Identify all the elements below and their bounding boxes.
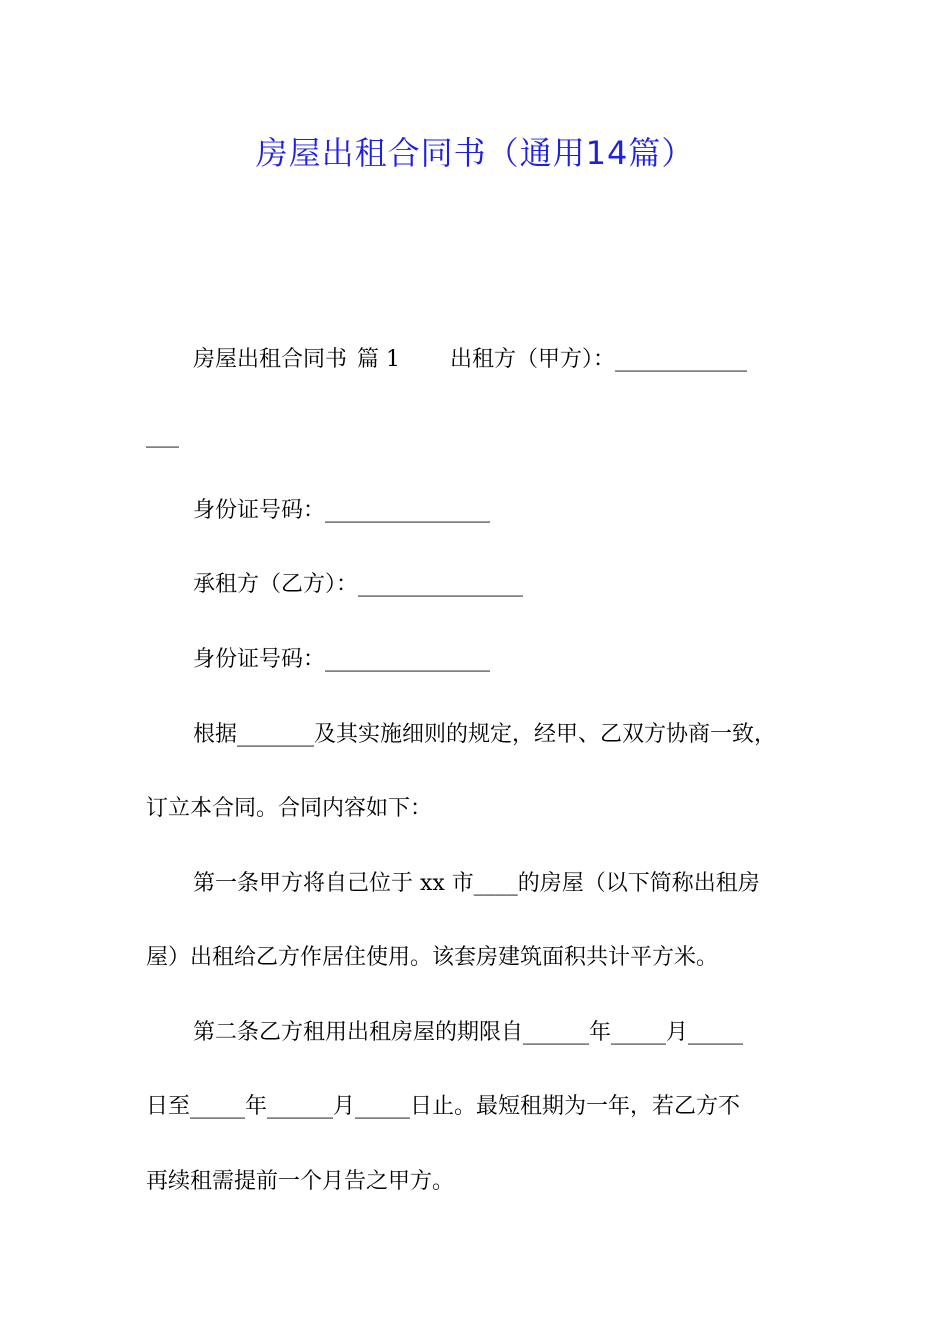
paragraph-line-11: 日至_____年______月_____日止。最短租期为一年，若乙方不 bbox=[146, 1094, 741, 1119]
paragraph-line-7: 订立本合同。合同内容如下： bbox=[146, 796, 433, 821]
document-title: 房屋出租合同书（通用14篇） bbox=[255, 134, 695, 172]
paragraph-line-10: 第二条乙方租用出租房屋的期限自______年_____月_____ bbox=[193, 1020, 744, 1045]
paragraph-line-6: 根据_______及其实施细则的规定，经甲、乙双方协商一致， bbox=[193, 722, 777, 747]
paragraph-line-1 bbox=[193, 345, 747, 375]
lessee-field: 承租方（乙方）：_______________ bbox=[193, 572, 524, 597]
paragraph-line-2: ___ bbox=[146, 423, 179, 448]
contract-number: 篇 1 bbox=[357, 347, 401, 372]
paragraph-line-9: 屋）出租给乙方作居住使用。该套房建筑面积共计平方米。 bbox=[146, 945, 719, 970]
contract-heading: 房屋出租合同书 bbox=[193, 347, 348, 372]
paragraph-line-12: 再续租需提前一个月告之甲方。 bbox=[146, 1169, 455, 1194]
lessor-field: 出租方（甲方）：____________ bbox=[450, 347, 748, 372]
paragraph-line-8: 第一条甲方将自己位于 xx 市____的房屋（以下简称出租房 bbox=[193, 871, 760, 896]
lessee-id-field: 身份证号码：_______________ bbox=[193, 647, 491, 672]
lessor-id-field: 身份证号码：_______________ bbox=[193, 498, 491, 523]
